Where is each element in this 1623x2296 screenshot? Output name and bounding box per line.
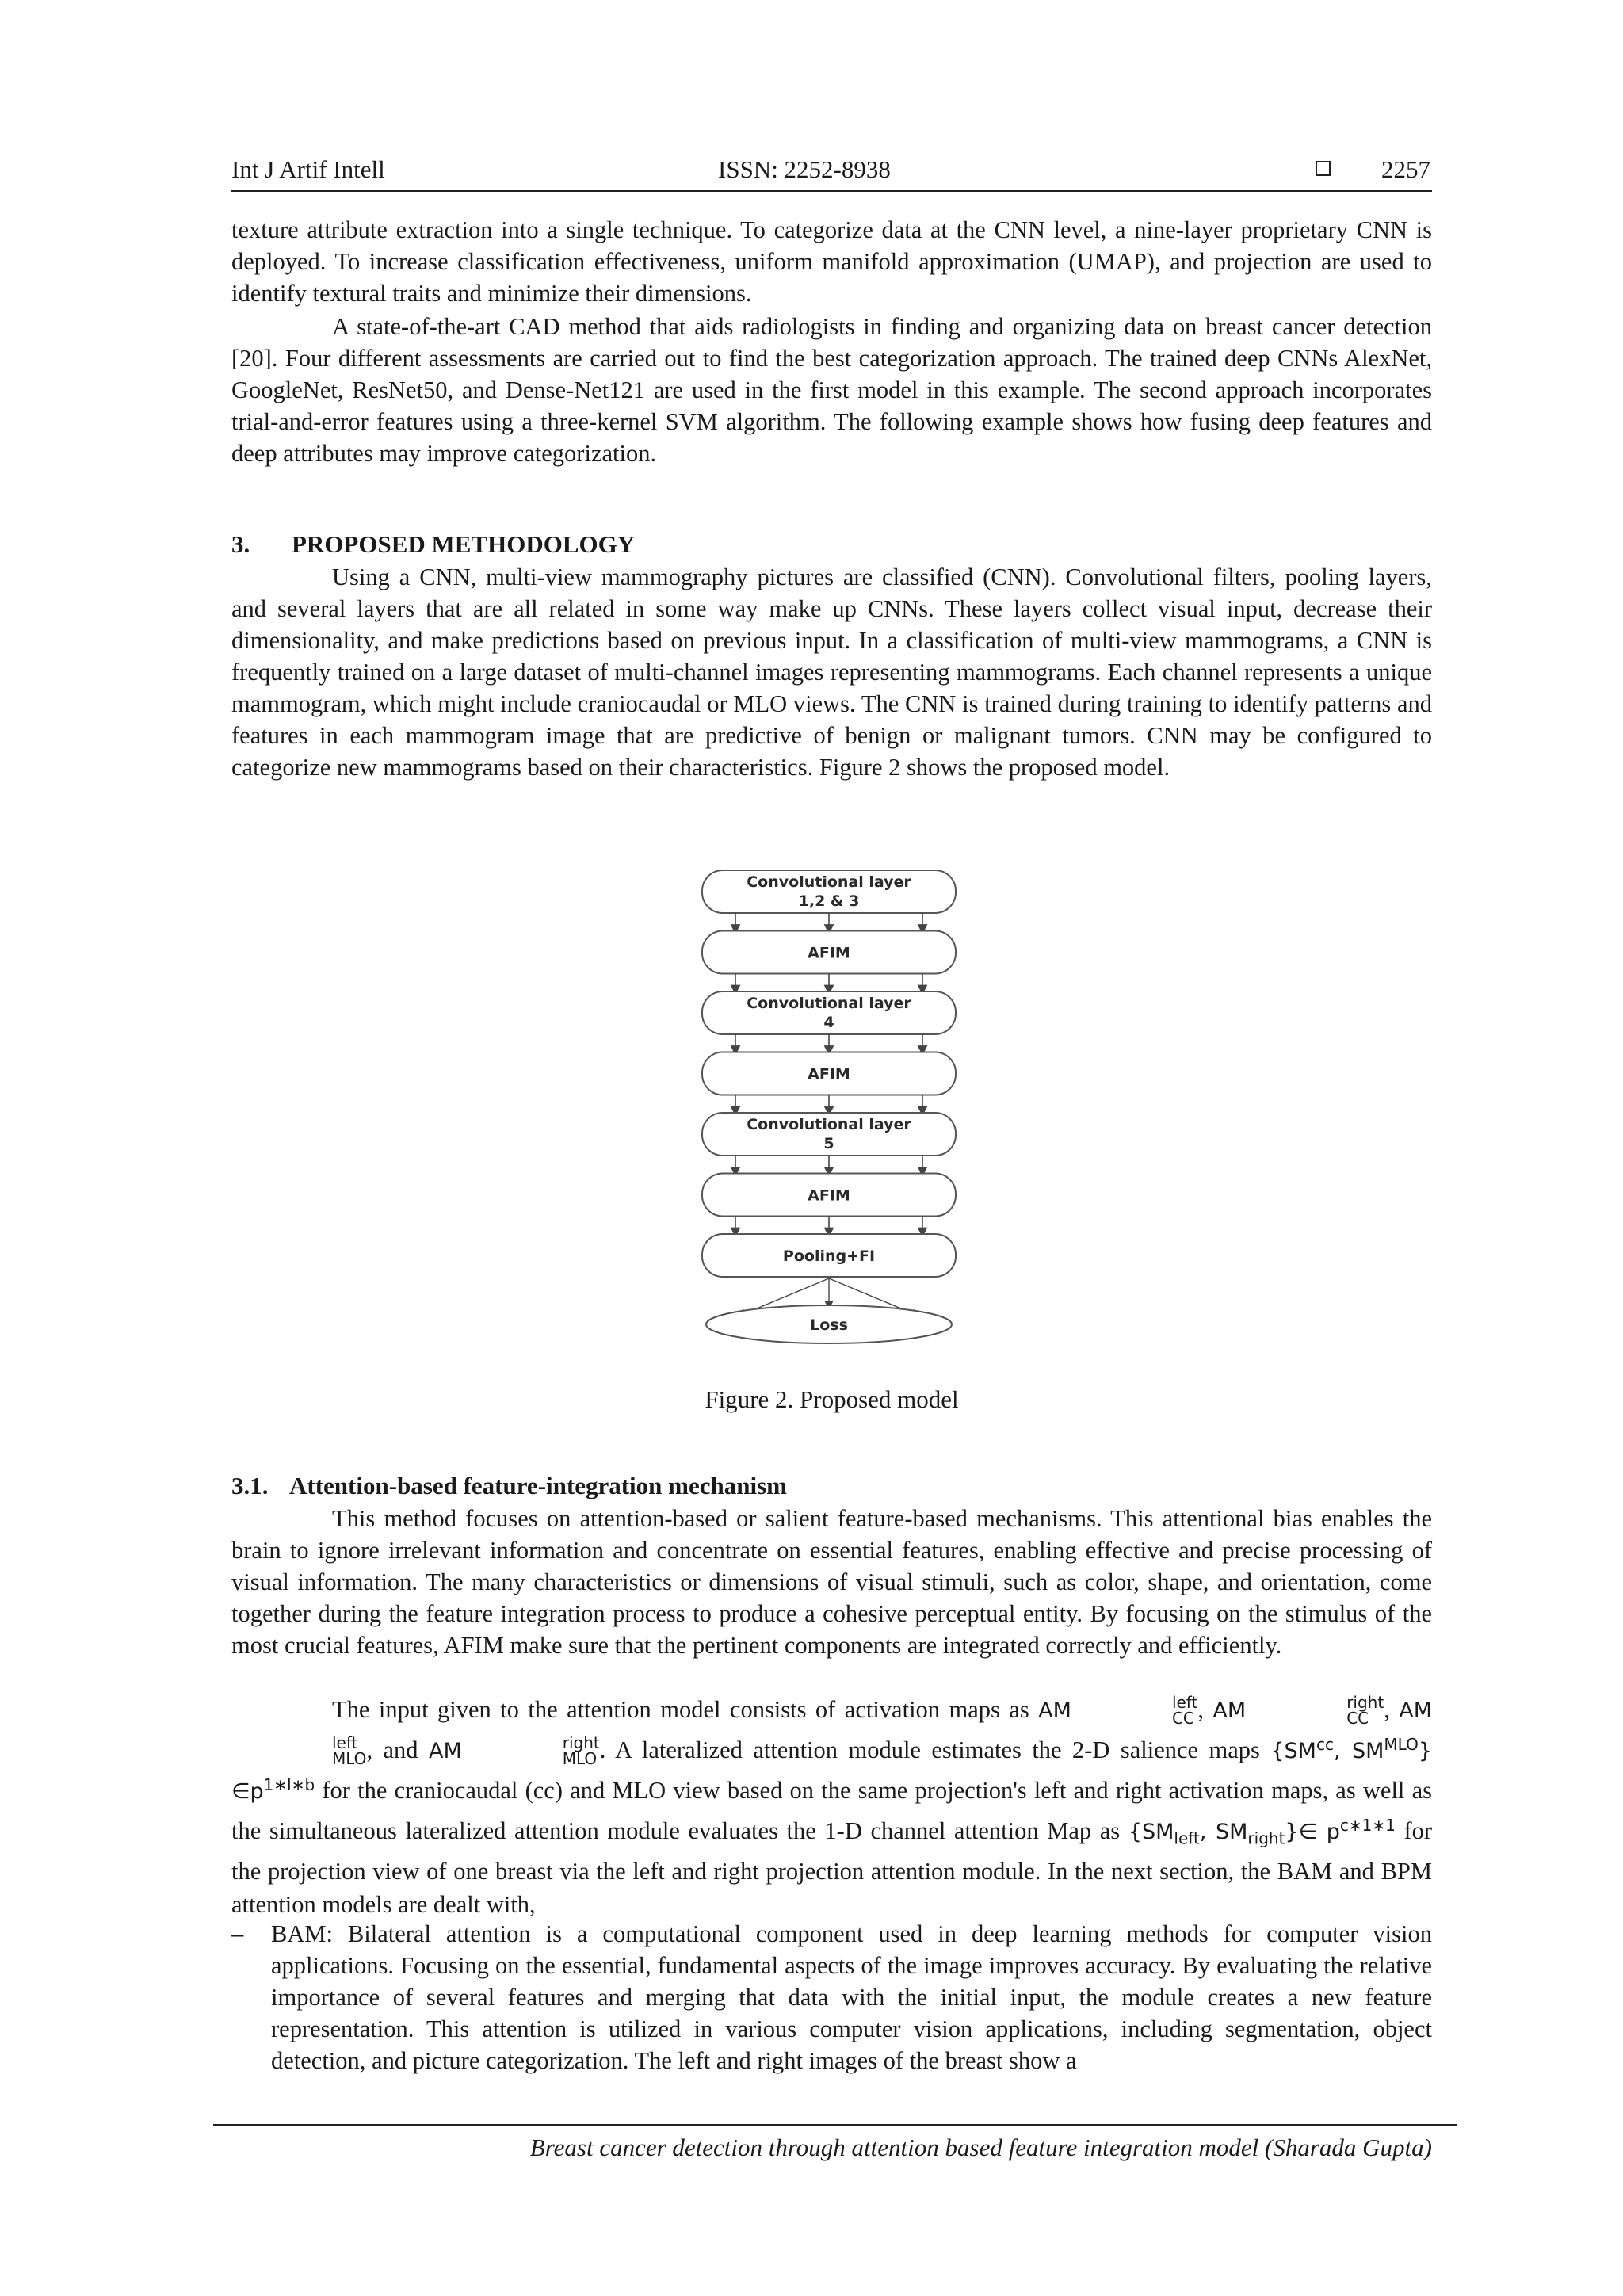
flow-box-label: AFIM [808, 1065, 850, 1083]
section-3-1-heading [231, 1472, 787, 1500]
math-am-cc-left: AM left CC [1038, 1693, 1198, 1728]
text-run: for the [322, 1777, 388, 1804]
flow-box-label: Pooling+FI [782, 1247, 876, 1265]
page-number: 2257 [1381, 155, 1430, 183]
flow-box-label: AFIM [808, 944, 850, 962]
bullet-text: BAM: Bilateral attention is a computational component used in deep learning methods for computer vision applications. Focusing on the essential, fundamental aspects of the image improves accuracy. By evaluating the relative importance of several features and merging that data with the initial input, the module creates a new feature representation. This attention is utilized in various computer vision applications, including segmentation, object detection, and picture categorization. The left and right images of the breast show a [271, 1920, 1432, 2074]
paragraph-cad: A state-of-the-art CAD method that aids radiologists in finding and organizing data on breast cancer detection [20]. Four different assessments are carried out to find the best categorization approach. The trained deep CNNs AlexNet, GoogleNet, ResNet50, and Dense-Net121 are used in the first model in this example. The second approach incorporates trial-and-error features using a three-kernel SVM algorithm. The following example shows how fusing deep features and deep attributes may improve categorization. [231, 313, 1432, 467]
footer-divider [213, 2124, 1457, 2126]
subsection-number: 3.1. [231, 1472, 269, 1499]
figure-caption: Figure 2. Proposed model [705, 1385, 959, 1413]
flow-box-label: Convolutional layer [747, 995, 911, 1012]
figure-proposed-model [694, 870, 964, 1377]
journal-name: Int J Artif Intell [231, 155, 385, 183]
subsection-title: Attention-based feature-integration mechanism [289, 1472, 787, 1499]
loss-label: Loss [810, 1316, 848, 1334]
paragraph-afim: This method focuses on attention-based or salient feature-based mechanisms. This attentional bias enables the brain to ignore irrelevant information and concentrate on essential features, enabling effective and precise processing of visual information. The many characteristics or dimensions of visual stimuli, such as color, shape, and orientation, come together during the feature integration process to produce a cohesive perceptual entity. By focusing on the stimulus of the most crucial features, AFIM make sure that the pertinent components are integrated correctly and efficiently. [231, 1505, 1432, 1659]
math-salience-maps: {$SM^{cc}$, $SM^{MLO}$} $\in p^{1∗l∗b}$ [231, 1735, 1433, 1804]
math-am-mlo-right: AM right MLO [428, 1733, 600, 1768]
text-run: The input given to the attention model consists of activation maps as [332, 1696, 1029, 1723]
paragraph-input-maps: The input given to the attention model consists of activation maps as AM left CC , AM right CC , AM left MLO , and AM right MLO . A lateralized attention module estimates the 2-D salience maps {$SM^{cc}$, $SM^{MLO}$} $\in p^{1∗l∗b}$ for the craniocaudal (cc) and MLO view based on the same projection's left and right activation maps, as well as the simultaneous lateralized attention module evaluates the 1-D channel attention Map as {$SM_{left}$, $SM_{right}\}\in$ $p^{c∗1∗1}$ for the projection view of one breast via the left and right projection attention module. In the next section, the BAM and BPM attention models are dealt with, [231, 1693, 1433, 1919]
math-channel-attention: {$SM_{left}$, $SM_{right}\}\in$ $p^{c∗1∗1}$ [1128, 1816, 1396, 1848]
bullet-bam [231, 1918, 1432, 2076]
flow-box-label: Convolutional layer [747, 1116, 911, 1133]
math-am-mlo-left: AM left MLO [332, 1698, 1433, 1768]
bullet-dash: – [231, 1920, 244, 1947]
paragraph-methodology: Using a CNN, multi-view mammography pictures are classified (CNN). Convolutional filters, pooling layers, and several layers that are all related in some way make up CNNs. These layers collect visual input, decrease their dimensionality, and make predictions based on previous input. In a classification of multi-view mammograms, a CNN is frequently trained on a large dataset of multi-channel images representing mammograms. Each channel represents a unique mammogram, which might include craniocaudal or MLO views. The CNN is trained during training to identify patterns and features in each mammogram image that are predictive of benign or malignant tumors. CNN may be configured to categorize new mammograms based on their characteristics. Figure 2 shows the proposed model. [231, 563, 1432, 781]
paragraph-intro: texture attribute extraction into a single technique. To categorize data at the CNN level, a nine-layer proprietary CNN is deployed. To increase classification effectiveness, uniform manifold approximation (UMAP), and projection are used to identify textural traits and minimize their dimensions. [231, 216, 1432, 307]
text-run: , and [366, 1736, 418, 1763]
issn: ISSN: 2252-8938 [718, 155, 891, 183]
text-run: for the projection view of one breast via the left and right projection attention module. In the next section, the BAM and BPM attention models are dealt with, [231, 1817, 1433, 1919]
flow-box-label: AFIM [808, 1186, 850, 1205]
flow-box-label: 1,2 & 3 [798, 892, 860, 910]
section-title: PROPOSED METHODOLOGY [292, 530, 636, 558]
section-number: 3. [231, 530, 250, 558]
model-flowchart [694, 870, 964, 1377]
page-box-icon [1316, 161, 1331, 176]
flow-box-label: 4 [823, 1014, 834, 1031]
running-header [231, 155, 1432, 192]
math-am-cc-right: AM right CC [1212, 1693, 1384, 1728]
flow-box-label: 5 [823, 1135, 834, 1152]
section-3-heading [231, 530, 635, 559]
text-run: craniocaudal (cc) and MLO view based on the same projection's left and right activation maps, as well as the simultaneous lateralized attention module evaluates the 1-D channel attention Map as [231, 1777, 1433, 1844]
text-run: . A lateralized attention module estimates the 2-D salience maps [599, 1736, 1260, 1763]
flow-box-label: Convolutional layer [747, 873, 911, 891]
running-footer: Breast cancer detection through attention based feature integration model (Sharada Gupta) [529, 2134, 1432, 2161]
